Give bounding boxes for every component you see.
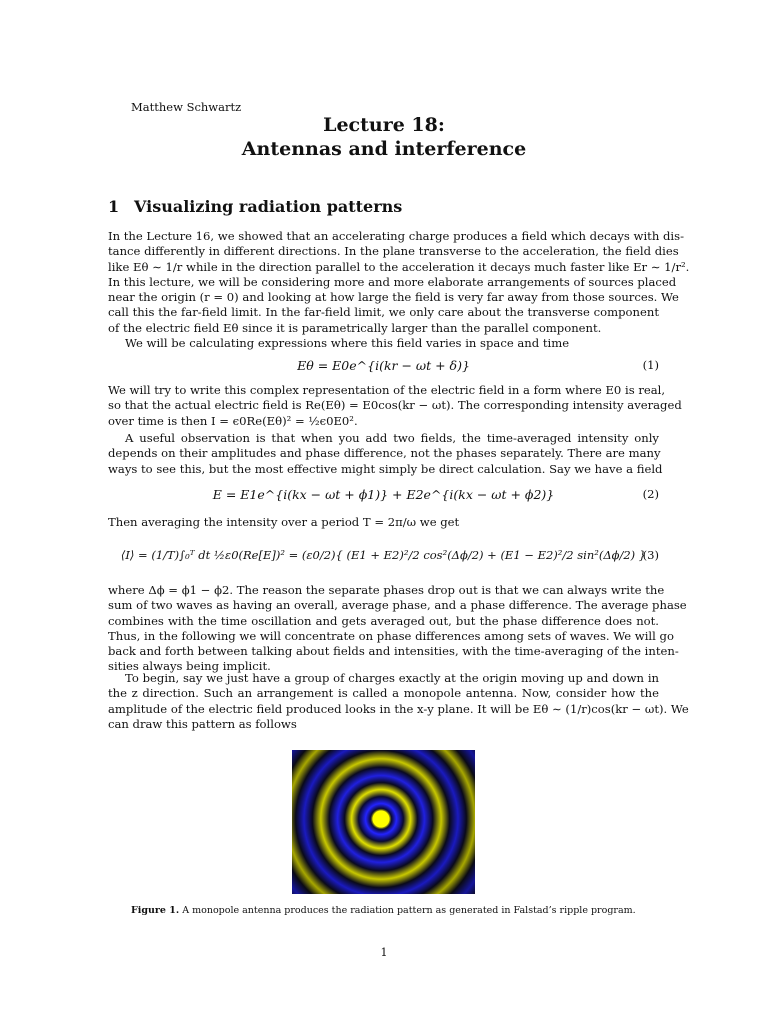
paragraph-line: amplitude of the electric field produced looks in the x-y plane. It will be Eθ ∼ (1/r)cos(kr − ωt). We — [108, 701, 689, 716]
paragraph-line: can draw this pattern as follows — [108, 716, 297, 731]
paragraph-line: In this lecture, we will be considering more and more elaborate arrangements of sources placed — [108, 274, 677, 289]
equation-1-body: Eθ = E0e^{i(kr − ωt + δ)} — [297, 358, 470, 373]
section-heading — [108, 197, 402, 216]
paragraph-phases — [108, 583, 687, 675]
author-name: Matthew Schwartz — [131, 100, 242, 114]
equation-2-number: (2) — [642, 487, 659, 501]
monopole-source — [373, 811, 390, 828]
equation-1-number: (1) — [642, 358, 659, 372]
paragraph-line: tance differently in different directions. In the plane transverse to the acceleration, the field dies — [108, 244, 679, 259]
paragraph-line: call this the far-field limit. In the far-field limit, we only care about the transverse component — [108, 305, 659, 320]
paragraph-monopole — [108, 671, 689, 732]
figure-label: Figure 1. — [131, 905, 180, 916]
paragraph-line: Thus, in the following we will concentrate on phase differences among sets of waves. We will go — [108, 628, 674, 643]
paragraph-observation — [108, 431, 663, 477]
equation-3-body: ⟨I⟩ = (1/T)∫₀ᵀ dt ½ε0(Re[E])² = (ε0/2){ (E1 + E2)²/2 cos²(Δϕ/2) + (E1 − E2)²/2 sin²(Δϕ/2) } — [120, 548, 647, 562]
radiation-pattern-figure — [292, 750, 475, 894]
section-number: 1 — [108, 197, 120, 216]
paragraph-line: over time is then I = ϵ0Re(Eθ)² = ½ϵ0E0². — [108, 413, 358, 428]
paragraph-line: ways to see this, but the most effective might simply be direct calculation. Say we have a field — [108, 461, 663, 476]
paragraph-line: depends on their amplitudes and phase difference, not the phases separately. There are many — [108, 446, 661, 461]
paragraph-line: where Δϕ = ϕ1 − ϕ2. The reason the separate phases drop out is that we can always write the — [108, 583, 665, 597]
paragraph-line: sities always being implicit. — [108, 659, 271, 674]
paragraph-line: back and forth between talking about fields and intensities, with the time-averaging of the inten- — [108, 644, 679, 659]
paragraph-line: the z direction. Such an arrangement is called a monopole antenna. Now, consider how the — [108, 686, 659, 701]
figure-caption — [131, 905, 636, 916]
paragraph-line: so that the actual electric field is Re(Eθ) = E0cos(kr − ωt). The corresponding intensity averaged — [108, 398, 682, 413]
page-number: 1 — [380, 946, 388, 959]
paragraph-line: sum of two waves as having an overall, average phase, and a phase difference. The average phase — [108, 598, 687, 613]
paragraph-line: Then averaging the intensity over a period T = 2π/ω we get — [108, 515, 460, 529]
paragraph-line: We will try to write this complex representation of the electric field in a form where E0 is real, — [108, 383, 666, 397]
figure-caption-text: A monopole antenna produces the radiation pattern as generated in Falstad’s ripple program. — [182, 905, 636, 916]
paragraph-intro — [108, 229, 690, 336]
equation-2-body: E = E1e^{i(kx − ωt + ϕ1)} + E2e^{i(kx − ωt + ϕ2)} — [212, 487, 555, 502]
equation-3-number: (3) — [642, 548, 659, 562]
paragraph-line: like Eθ ∼ 1/r while in the direction parallel to the acceleration it decays much faster like Er ∼ 1/r². — [108, 259, 690, 274]
paragraph-complex-rep — [108, 383, 682, 429]
paragraph-line: We will be calculating expressions where this field varies in space and time — [125, 336, 570, 350]
paragraph-averaging — [108, 515, 659, 530]
paragraph-line: A useful observation is that when you add two fields, the time-averaged intensity only — [125, 431, 659, 445]
lecture-topic-title: Antennas and interference — [241, 138, 527, 160]
paragraph-line: combines with the time oscillation and gets averaged out, but the phase difference does not. — [108, 613, 659, 628]
paragraph-calculating — [108, 336, 659, 351]
paragraph-line: near the origin (r = 0) and looking at how large the field is very far away from those sources. We — [108, 290, 679, 305]
paragraph-line: of the electric field Eθ since it is parametrically larger than the parallel component. — [108, 320, 602, 335]
lecture-number-title: Lecture 18: — [323, 114, 445, 136]
paragraph-line: In the Lecture 16, we showed that an accelerating charge produces a field which decays with dis- — [108, 229, 684, 243]
paragraph-line: To begin, say we just have a group of charges exactly at the origin moving up and down in — [125, 671, 659, 685]
section-title: Visualizing radiation patterns — [134, 197, 403, 216]
